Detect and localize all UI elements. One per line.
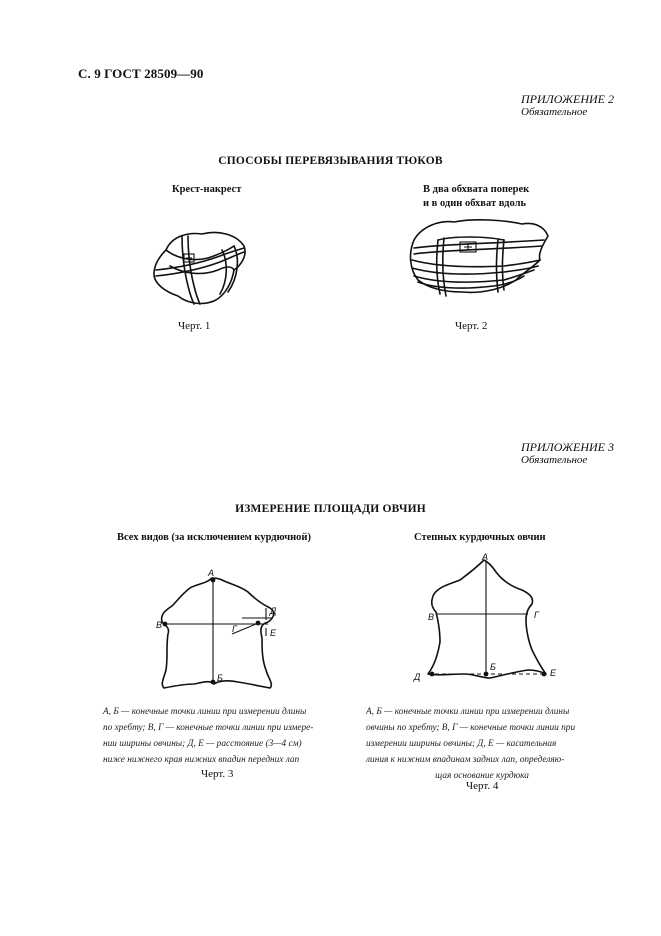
fig3-sheepskin-drawing — [150, 566, 290, 696]
appendix-3-title: ПРИЛОЖЕНИЕ 3 — [521, 440, 614, 454]
fig3-caption: Черт. 3 — [201, 768, 234, 780]
fig3-skin-outline — [162, 578, 274, 688]
fig2-title-line2: и в один обхват вдоль — [423, 198, 527, 209]
fig4-label-e: Е — [550, 668, 557, 678]
fig3-title: Всех видов (за исключением курдючной) — [117, 532, 311, 543]
fig3-point-g — [256, 621, 261, 626]
fig4-note-line5: щая основание курдюка — [435, 771, 529, 781]
fig4-note-line2: овчины по хребту; В, Г — конечные точки линии при — [366, 723, 576, 733]
fig4-caption: Черт. 4 — [466, 780, 499, 792]
fig4-point-e — [542, 672, 547, 677]
fig2-top-edge — [438, 237, 504, 240]
fig3-point-a — [211, 578, 216, 583]
fig1-side-fold — [220, 250, 226, 294]
page-header: С. 9 ГОСТ 28509—90 — [78, 66, 204, 81]
fig1-bale-drawing — [148, 222, 248, 312]
fig4-title: Степных курдючных овчин — [414, 532, 546, 543]
fig4-note-line1: А, Б — конечные точки линии при измерении длины — [366, 707, 570, 717]
fig2-strap-3b — [414, 246, 542, 254]
fig4-point-b — [484, 672, 489, 677]
fig3-label-g: Г — [232, 624, 237, 634]
fig3-note-line1: А, Б — конечные точки линии при измерении длины — [103, 707, 307, 717]
fig2-caption: Черт. 2 — [455, 320, 488, 332]
fig4-note-line3: измерении ширины овчины; Д, Е — касательная — [366, 739, 557, 749]
fig4-point-d — [430, 672, 435, 677]
fig4-label-g: Г — [534, 610, 539, 620]
fig3-label-d: Д — [270, 606, 277, 616]
fig2-title-line1: В два обхвата поперек — [423, 184, 530, 195]
fig3-point-v — [163, 622, 168, 627]
section-title-bales: СПОСОБЫ ПЕРЕВЯЗЫВАНИЯ ТЮКОВ — [218, 155, 443, 167]
fig3-note-line2: по хребту; В, Г — конечные точки линии при измере- — [103, 723, 314, 733]
appendix-3-subtitle: Обязательное — [521, 454, 588, 466]
fig2-layer-1 — [412, 260, 540, 267]
fig3-note — [103, 704, 335, 768]
fig3-note-line3: нии ширины овчины; Д, Е — расстояние (3—4 см) — [103, 739, 302, 749]
fig4-note-line4: линия к нижним впадинам задних лап, определяю- — [366, 755, 565, 765]
fig3-label-v: В — [156, 620, 163, 630]
fig4-skin-outline — [428, 560, 546, 678]
fig4-label-b: Б — [490, 662, 496, 672]
fig3-label-a: А — [208, 568, 215, 578]
fig4-label-v: В — [428, 612, 435, 622]
fig4-label-a: А — [482, 552, 489, 562]
fig1-strap-2b — [156, 252, 244, 276]
fig4-label-d: Д — [414, 672, 421, 682]
fig4-note — [366, 704, 598, 784]
fig1-title: Крест-накрест — [172, 184, 242, 195]
fig3-note-line4: ниже нижнего края нижних впадин передних лап — [103, 755, 300, 765]
fig3-label-b: Б — [217, 673, 223, 683]
appendix-2-subtitle: Обязательное — [521, 106, 588, 118]
fig4-sheepskin-drawing — [410, 550, 560, 690]
fig1-caption: Черт. 1 — [178, 320, 211, 332]
section-title-sheepskins: ИЗМЕРЕНИЕ ПЛОЩАДИ ОВЧИН — [235, 503, 426, 515]
fig3-label-e: Е — [270, 628, 277, 638]
appendix-2-title: ПРИЛОЖЕНИЕ 2 — [521, 92, 614, 106]
fig3-point-b — [211, 680, 216, 685]
fig2-bale-drawing — [404, 210, 554, 306]
